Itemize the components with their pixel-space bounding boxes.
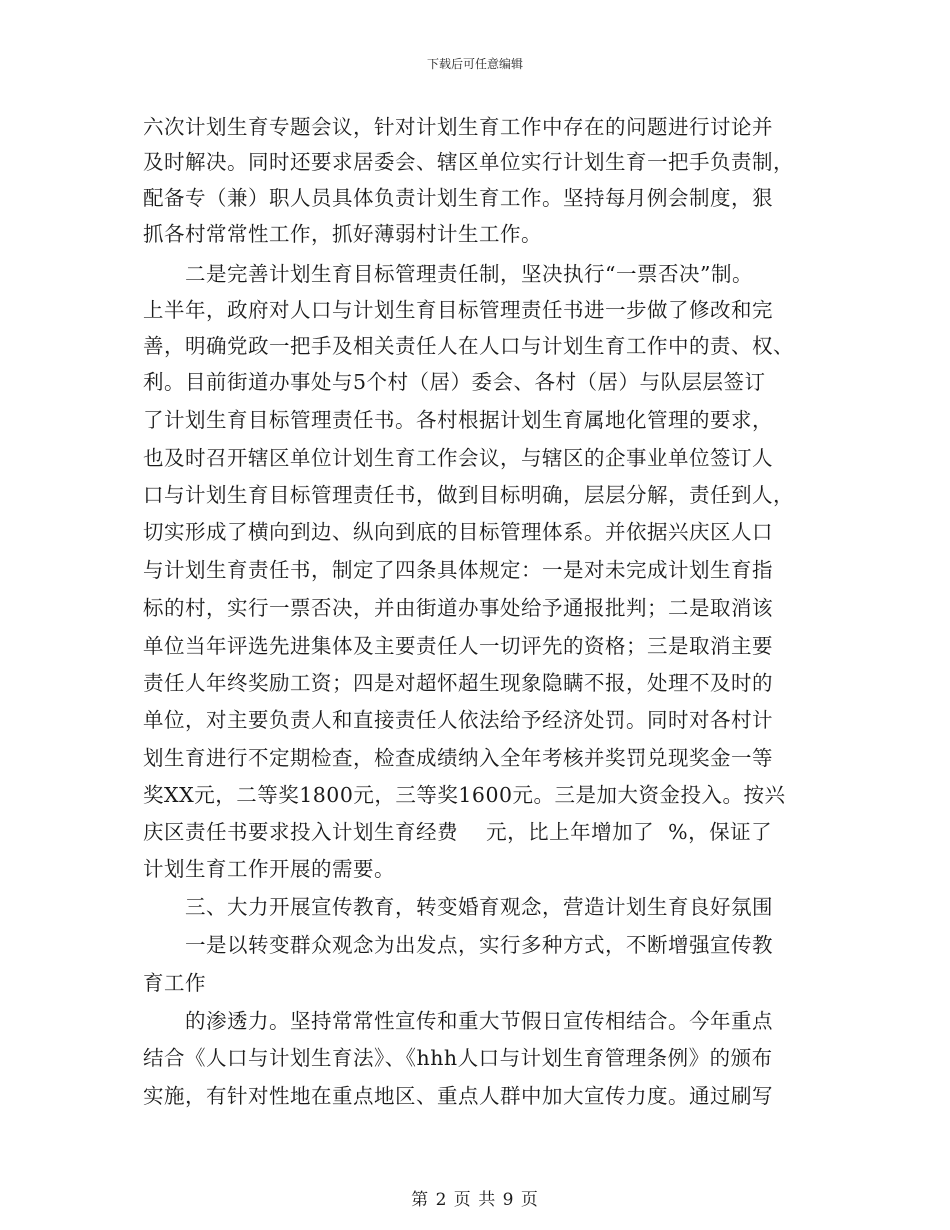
text-line: 的渗透力。坚持常常性宣传和重大节假日宣传相结合。今年重点 <box>185 1009 773 1033</box>
text-line: 六次计划生育专题会议，针对计划生育工作中存在的问题进行讨论并 <box>143 115 773 139</box>
text-line: 与计划生育责任书，制定了四条具体规定：一是对未完成计划生育指 <box>143 558 773 582</box>
text-line: 单位，对主要负责人和直接责任人依法给予经济处罚。同时对各村计 <box>143 708 773 732</box>
text-line: 上半年，政府对人口与计划生育目标管理责任书进一步做了修改和完 <box>143 298 773 322</box>
page-header: 下载后可任意编辑 <box>426 57 523 71</box>
text-line: 切实形成了横向到边、纵向到底的目标管理体系。并依据兴庆区人口 <box>143 520 773 544</box>
page-number-footer: 第 2 页 共 9 页 <box>411 1190 539 1210</box>
text-line: 三、大力开展宣传教育，转变婚育观念，营造计划生育良好氛围 <box>185 895 773 919</box>
text-line: 也及时召开辖区单位计划生育工作会议，与辖区的企事业单位签订人 <box>143 446 773 470</box>
text-line: 庆区责任书要求投入计划生育经费 元，比上年增加了 %，保证了 <box>143 820 773 844</box>
text-line: 责任人年终奖励工资；四是对超怀超生现象隐瞒不报，处理不及时的 <box>143 671 773 695</box>
text-line: 单位当年评选先进集体及主要责任人一切评先的资格；三是取消主要 <box>143 634 773 658</box>
text-line: 实施，有针对性地在重点地区、重点人群中加大宣传力度。通过刷写 <box>143 1084 773 1108</box>
text-line: 划生育进行不定期检查，检查成绩纳入全年考核并奖罚兑现奖金一等 <box>143 746 773 770</box>
text-line: 及时解决。同时还要求居委会、辖区单位实行计划生育一把手负责制， <box>143 150 794 174</box>
text-line: 二是完善计划生育目标管理责任制，坚决执行“一票否决”制。 <box>185 262 753 286</box>
text-line: 口与计划生育目标管理责任书，做到目标明确，层层分解，责任到人， <box>143 483 794 507</box>
text-line: 计划生育工作开展的需要。 <box>143 857 395 881</box>
text-line: 标的村，实行一票否决，并由街道办事处给予通报批判；二是取消该 <box>143 596 773 620</box>
text-line: 育工作 <box>143 971 206 995</box>
text-line: 了计划生育目标管理责任书。各村根据计划生育属地化管理的要求， <box>143 408 773 432</box>
text-line: 利。目前街道办事处与5个村（居）委会、各村（居）与队层层签订 <box>143 370 766 394</box>
text-line: 善，明确党政一把手及相关责任人在人口与计划生育工作中的责、权、 <box>143 334 794 358</box>
text-line: 一是以转变群众观念为出发点，实行多种方式，不断增强宣传教 <box>185 933 773 957</box>
text-line: 奖XX元，二等奖1800元，三等奖1600元。三是加大资金投入。按兴 <box>143 783 786 807</box>
text-line: 抓各村常常性工作，抓好薄弱村计生工作。 <box>143 222 542 246</box>
text-line: 配备专（兼）职人员具体负责计划生育工作。坚持每月例会制度，狠 <box>143 186 773 210</box>
text-line: 结合《人口与计划生育法》、《hhh人口与计划生育管理条例》的颁布 <box>143 1046 773 1070</box>
